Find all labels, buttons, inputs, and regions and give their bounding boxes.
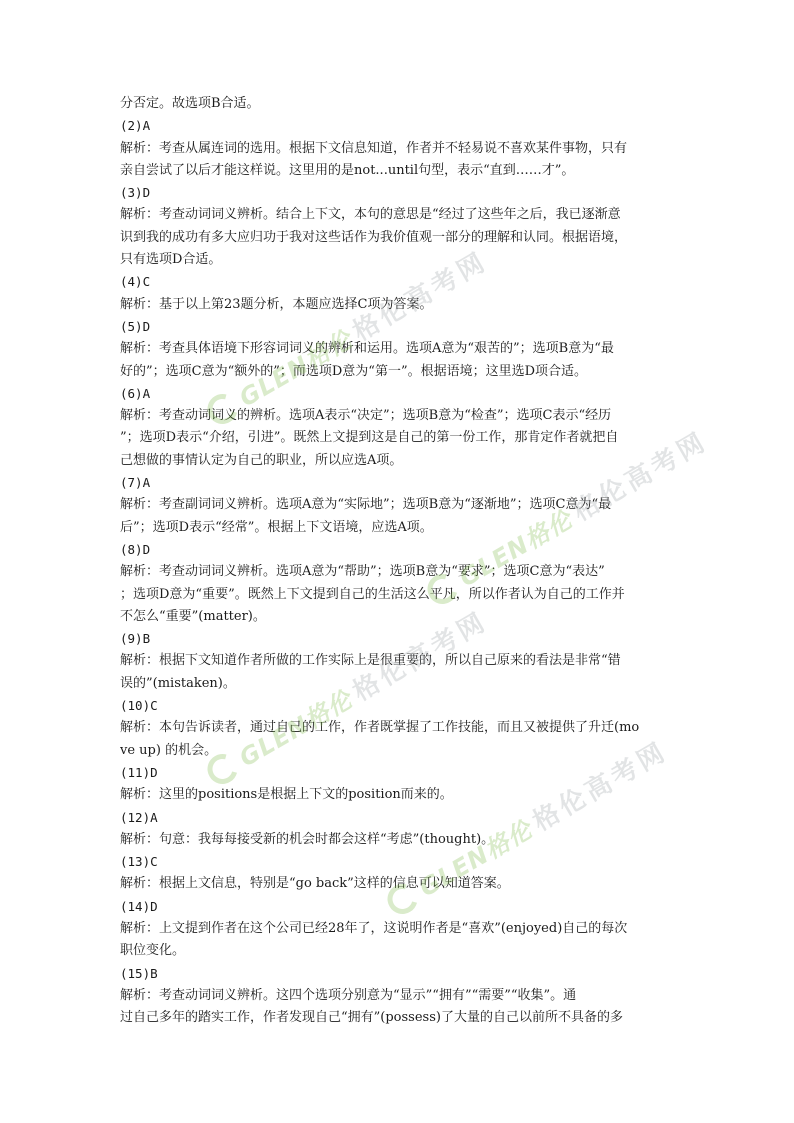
watermark-brand: GLEN格伦 [414, 815, 538, 903]
text-line: 解析：根据下文知道作者所做的工作实际上是很重要的，所以自己原来的看法是非常“错 [120, 653, 621, 669]
watermark-brand: GLEN格伦 [234, 685, 358, 773]
answer-label: (8)D [120, 541, 151, 557]
text-line: ”；选项D表示“介绍，引进”。既然上文提到这是自己的第一份工作，那肯定作者就把自 [120, 430, 619, 446]
text-line: 解析：考查具体语境下形容词词义的辨析和运用。选项A意为“艰苦的”；选项B意为“最 [120, 341, 614, 357]
text-line: 不怎么“重要”(matter)。 [120, 608, 266, 624]
text-line: 解析：考查动词词义辨析。结合上下文，本句的意思是“经过了这些年之后，我已逐渐意 [120, 207, 621, 223]
answer-label: (3)D [120, 185, 151, 201]
answer-label: (15)B [120, 965, 158, 981]
text-line: 好的”；选项C意为“额外的”；而选项D意为“第一”。根据语境；这里选D项合适。 [120, 363, 588, 379]
watermark-title: 格伦高考网 [568, 426, 713, 528]
text-line: 解析：考查动词词义的辨析。选项A表示“决定”；选项B意为“检查”；选项C表示“经历 [120, 408, 612, 424]
text-line: 解析：基于以上第23题分析，本题应选择C项为答案。 [120, 296, 433, 312]
answer-label: (10)C [120, 698, 158, 714]
answer-label: (7)A [120, 475, 151, 491]
text-line: 只有选项D合适。 [120, 252, 222, 268]
text-line: ；选项D意为“重要”。既然上下文提到自己的生活这么平凡，所以作者认为自己的工作并 [120, 586, 625, 602]
text-line: 解析：考查动词词义辨析。这四个选项分别意为“显示”“拥有”“需要”“收集”。通 [120, 987, 577, 1003]
text-line: 解析：根据上文信息，特别是“go back”这样的信息可以知道答案。 [120, 876, 510, 892]
text-line: 解析：上文提到作者在这个公司已经28年了，这说明作者是“喜欢”(enjoyed)自己的每次 [120, 920, 628, 936]
text-line: 解析：本句告诉读者，通过自己的工作，作者既掌握了工作技能，而且又被提供了升迁(mo [120, 720, 640, 736]
answer-label: (11)D [120, 764, 158, 780]
document-body [120, 93, 680, 1029]
text-line: 亲自尝试了以后才能这样说。这里用的是not...until句型，表示“直到……才”。 [120, 162, 575, 178]
text-line: 己想做的事情认定为自己的职业，所以应选A项。 [120, 452, 403, 468]
watermark-title: 格伦高考网 [348, 246, 493, 348]
answer-label: (4)C [120, 274, 151, 290]
watermark-brand: GLEN格伦 [234, 325, 358, 413]
answer-label: (9)B [120, 631, 151, 647]
watermark-title: 格伦高考网 [348, 606, 493, 708]
text-line: ve up) 的机会。 [120, 742, 218, 758]
watermark-title: 格伦高考网 [528, 736, 673, 838]
answer-label: (12)A [120, 809, 158, 825]
text-line: 解析：考查副词词义辨析。选项A意为“实际地”；选项B意为“逐渐地”；选项C意为“最 [120, 497, 612, 513]
text-line: 解析：这里的positions是根据上下文的position而来的。 [120, 787, 453, 803]
answer-label: (5)D [120, 318, 151, 334]
answer-label: (6)A [120, 385, 151, 401]
text-line: 解析：考查动词词义辨析。选项A意为“帮助”；选项B意为“要求”；选项C意为“表达” [120, 564, 605, 580]
text-line: 过自己多年的踏实工作，作者发现自己“拥有”(possess)了大量的自己以前所不具备的多 [120, 1010, 623, 1026]
text-line: 分否定。故选项B合适。 [120, 96, 260, 111]
answer-label: (14)D [120, 898, 158, 914]
answer-label: (13)C [120, 854, 158, 870]
answer-label: (2)A [120, 118, 151, 134]
watermark-brand: GLEN格伦 [454, 505, 578, 593]
text-line: 职位变化。 [120, 943, 186, 959]
text-line: 解析：句意：我每每接受新的机会时都会这样“考虑”(thought)。 [120, 831, 495, 847]
text-line: 解析：考查从属连词的选用。根据下文信息知道，作者并不轻易说不喜欢某件事物，只有 [120, 140, 628, 156]
text-line: 后”；选项D表示“经常”。根据上下文语境，应选A项。 [120, 519, 433, 535]
text-line: 误的”(mistaken)。 [120, 675, 236, 691]
text-line: 识到我的成功有多大应归功于我对这些话作为我价值观一部分的理解和认同。根据语境， [120, 229, 628, 245]
